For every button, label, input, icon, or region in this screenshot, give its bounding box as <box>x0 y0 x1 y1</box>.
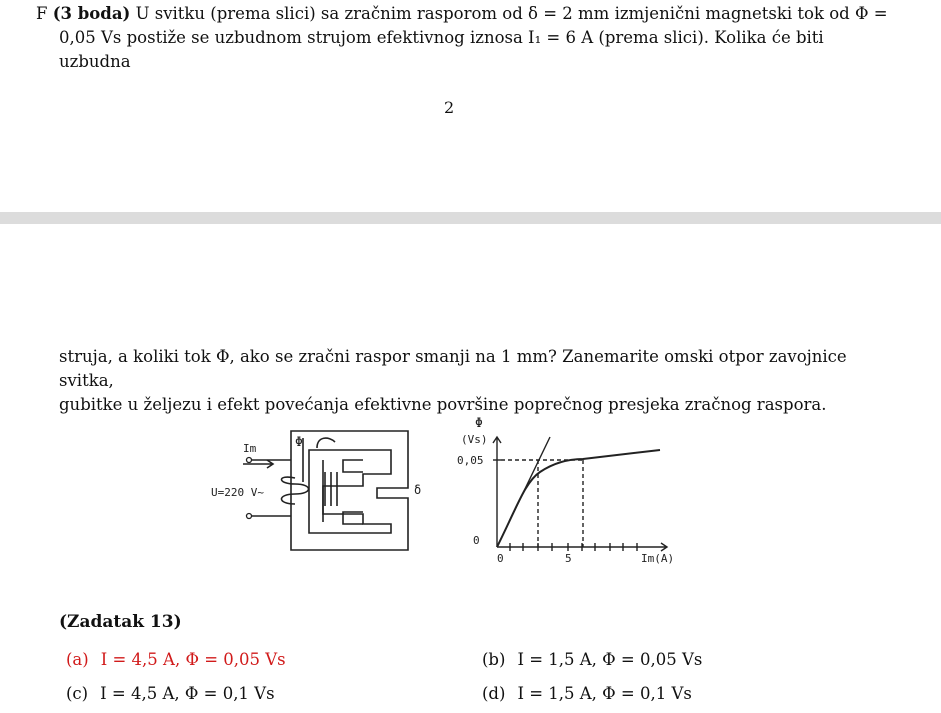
problem-line1: U svitku (prema slici) sa zračnim rasporom od δ = 2 mm izmjenični magnetski tok od Φ = <box>135 4 888 23</box>
graph-y-origin: 0 <box>473 534 480 547</box>
problem-text-top <box>36 2 896 74</box>
magnetization-curve <box>497 450 660 547</box>
page-top <box>0 0 941 212</box>
graph-y-unit: (Vs) <box>461 433 488 446</box>
graph-x-origin: 0 <box>497 552 504 565</box>
problem-text-continuation <box>59 345 899 417</box>
answer-c-text: I = 4,5 A, Φ = 0,1 Vs <box>100 684 275 703</box>
winding <box>282 477 309 504</box>
problem-points: (3 boda) <box>52 4 131 23</box>
continuation-line2: gubitke u željezu i efekt povećanja efektivne površine poprečnog presjeka zračnog raspora. <box>59 395 827 414</box>
answer-d-text: I = 1,5 A, Φ = 0,1 Vs <box>517 684 692 703</box>
graph-x-label: Im(A) <box>641 552 675 565</box>
answer-b <box>482 650 702 669</box>
answer-b-label: (b) <box>482 650 506 669</box>
graph-y-tick: 0,05 <box>457 454 484 467</box>
answer-c-label: (c) <box>66 684 89 703</box>
circuit-diagram <box>243 431 408 550</box>
answer-a <box>66 650 286 669</box>
graph-x-tick: 5 <box>565 552 572 565</box>
voltage-label: U=220 V~ <box>211 486 264 499</box>
answer-a-label: (a) <box>66 650 89 669</box>
answer-c <box>66 684 275 703</box>
answer-b-text: I = 1,5 A, Φ = 0,05 Vs <box>517 650 703 669</box>
task-label: (Zadatak 13) <box>59 612 182 632</box>
page-number: 2 <box>444 98 455 117</box>
problem-letter: F <box>36 4 48 23</box>
y-axis <box>493 437 501 547</box>
page-separator <box>0 212 941 224</box>
core-inner <box>309 450 391 533</box>
gap-label: δ <box>414 483 422 497</box>
flux-label: Φ <box>295 435 303 450</box>
problem-line2: 0,05 Vs postiže se uzbudnom strujom efektivnog iznosa I₁ = 6 A (prema slici). Kolika će biti uzbudna <box>59 28 824 71</box>
answer-d-label: (d) <box>482 684 506 703</box>
current-label: Im <box>243 442 257 455</box>
problem-figure <box>205 412 685 577</box>
continuation-line1: struja, a koliki tok Φ, ako se zračni raspor smanji na 1 mm? Zanemarite omski otpor zavojnice svitka, <box>59 347 847 390</box>
magnetization-graph <box>493 437 667 551</box>
answer-a-text: I = 4,5 A, Φ = 0,05 Vs <box>100 650 286 669</box>
graph-y-symbol: Φ <box>475 416 483 431</box>
answer-d <box>482 684 692 703</box>
flux-arrow <box>317 438 335 448</box>
